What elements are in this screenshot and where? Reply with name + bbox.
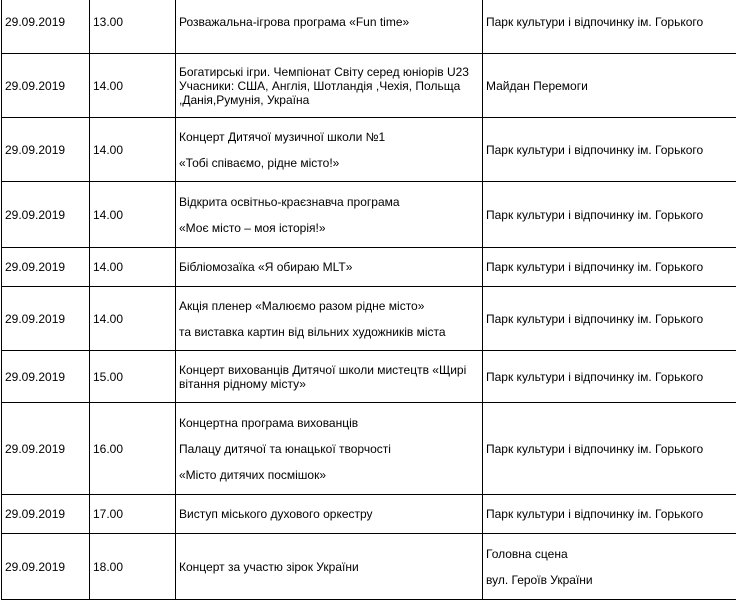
venue-line: Парк культури і відпочинку ім. Горького bbox=[486, 507, 734, 521]
event-line: Розважальна-ігрова програма «Fun time» bbox=[179, 15, 479, 29]
venue-line: Головна сцена bbox=[486, 547, 734, 561]
time-cell: 18.00 bbox=[90, 534, 176, 600]
table-row bbox=[2, 495, 736, 534]
event-line: Концертна програма вихованців bbox=[179, 416, 479, 430]
event-line: Бібліомозаїка «Я обираю MLT» bbox=[179, 260, 479, 274]
venue-line: Парк культури і відпочинку ім. Горького bbox=[486, 370, 734, 384]
date-cell: 29.09.2019 bbox=[2, 495, 90, 534]
venue-line: вул. Героїв України bbox=[486, 573, 734, 587]
venue-cell bbox=[483, 403, 736, 495]
venue-line: Парк культури і відпочинку ім. Горького bbox=[486, 143, 734, 157]
date-cell: 29.09.2019 bbox=[2, 0, 90, 54]
event-line: та виставка картин від вільних художників міста bbox=[179, 325, 479, 339]
venue-cell bbox=[483, 495, 736, 534]
table-row bbox=[2, 54, 736, 118]
event-line: вітання рідному місту» bbox=[179, 377, 479, 391]
time-cell: 14.00 bbox=[90, 182, 176, 248]
venue-line: Майдан Перемоги bbox=[486, 79, 734, 93]
venue-cell bbox=[483, 287, 736, 351]
event-line: «Тобі співаємо, рідне місто!» bbox=[179, 156, 479, 170]
date-cell: 29.09.2019 bbox=[2, 182, 90, 248]
venue-cell bbox=[483, 118, 736, 182]
schedule-table bbox=[1, 0, 736, 600]
time-cell: 14.00 bbox=[90, 54, 176, 118]
event-line: Учасники: США, Англія, Шотландія ,Чехія, Польща bbox=[179, 79, 479, 93]
event-cell bbox=[176, 403, 483, 495]
event-line: Виступ міського духового оркестру bbox=[179, 507, 479, 521]
event-cell bbox=[176, 248, 483, 287]
table-row bbox=[2, 182, 736, 248]
time-cell: 17.00 bbox=[90, 495, 176, 534]
venue-line: Парк культури і відпочинку ім. Горького bbox=[486, 15, 734, 29]
time-cell: 14.00 bbox=[90, 248, 176, 287]
date-cell: 29.09.2019 bbox=[2, 248, 90, 287]
event-line: «Місто дитячих посмішок» bbox=[179, 468, 479, 482]
date-cell: 29.09.2019 bbox=[2, 403, 90, 495]
date-cell: 29.09.2019 bbox=[2, 351, 90, 403]
event-line: Відкрита освітньо-краєзнавча програма bbox=[179, 195, 479, 209]
venue-line: Парк культури і відпочинку ім. Горького bbox=[486, 208, 734, 222]
event-line: Богатирські ігри. Чемпіонат Світу серед юніорів U23 bbox=[179, 65, 479, 79]
venue-line: Парк культури і відпочинку ім. Горького bbox=[486, 312, 734, 326]
event-cell bbox=[176, 495, 483, 534]
table-row bbox=[2, 287, 736, 351]
event-line: Палацу дитячої та юнацької творчості bbox=[179, 442, 479, 456]
venue-cell bbox=[483, 351, 736, 403]
event-cell bbox=[176, 54, 483, 118]
event-line: Концерт за участю зірок України bbox=[179, 560, 479, 574]
event-cell bbox=[176, 351, 483, 403]
date-cell: 29.09.2019 bbox=[2, 118, 90, 182]
time-cell: 14.00 bbox=[90, 118, 176, 182]
table-row bbox=[2, 118, 736, 182]
table-row bbox=[2, 403, 736, 495]
time-cell: 13.00 bbox=[90, 0, 176, 54]
venue-cell bbox=[483, 54, 736, 118]
event-cell bbox=[176, 0, 483, 54]
venue-cell bbox=[483, 182, 736, 248]
table-row bbox=[2, 534, 736, 600]
event-line: Концерт Дитячої музичної школи №1 bbox=[179, 130, 479, 144]
event-cell bbox=[176, 182, 483, 248]
table-row bbox=[2, 248, 736, 287]
event-line: ,Данія,Румунія, Україна bbox=[179, 93, 479, 107]
event-cell bbox=[176, 534, 483, 600]
event-cell bbox=[176, 287, 483, 351]
event-line: «Моє місто – моя історія!» bbox=[179, 221, 479, 235]
venue-cell bbox=[483, 248, 736, 287]
venue-cell bbox=[483, 534, 736, 600]
venue-line: Парк культури і відпочинку ім. Горького bbox=[486, 442, 734, 456]
time-cell: 16.00 bbox=[90, 403, 176, 495]
date-cell: 29.09.2019 bbox=[2, 534, 90, 600]
venue-cell bbox=[483, 0, 736, 54]
event-line: Акція пленер «Малюємо разом рідне місто» bbox=[179, 299, 479, 313]
time-cell: 15.00 bbox=[90, 351, 176, 403]
table-row bbox=[2, 0, 736, 54]
date-cell: 29.09.2019 bbox=[2, 287, 90, 351]
event-line: Концерт вихованців Дитячої школи мистецтв «Щирі bbox=[179, 363, 479, 377]
event-cell bbox=[176, 118, 483, 182]
date-cell: 29.09.2019 bbox=[2, 54, 90, 118]
time-cell: 14.00 bbox=[90, 287, 176, 351]
venue-line: Парк культури і відпочинку ім. Горького bbox=[486, 260, 734, 274]
table-row bbox=[2, 351, 736, 403]
